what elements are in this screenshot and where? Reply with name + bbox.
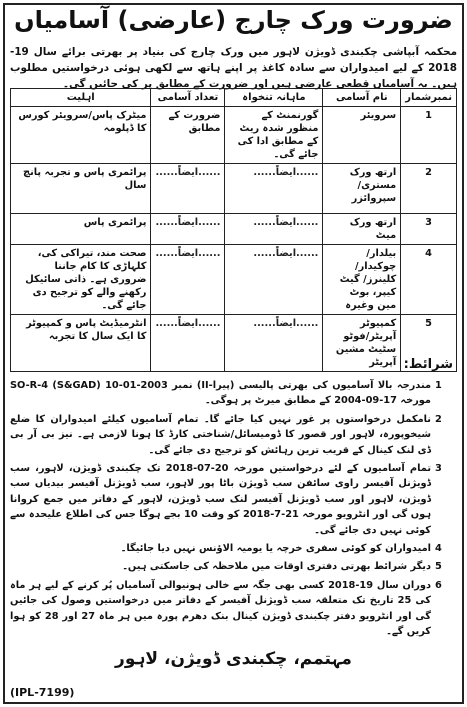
row-serial: 5: [401, 315, 457, 372]
posts-table: [10, 88, 457, 372]
header-qualification: اہلیت: [11, 89, 151, 107]
row-pay: ......ایضاً......: [225, 245, 323, 315]
condition-item: [10, 541, 457, 556]
header-post-count: تعداد آسامی: [151, 89, 225, 107]
condition-text: نامکمل درخواستوں پر غور نہیں کیا جائے گا۔ تمام آسامیوں کیلئے امیدواران کا ضلع شیخوپورہ، لاہور اور قصور کا ڈومیسائل/شناختی کارڈ کا ہونا لازمی ہے۔ نیز بی آر بی ڈی لنک کینال کے قریب ترین رہائش کو ترجیح دی جائے گی۔: [10, 413, 431, 456]
condition-number: 5: [435, 561, 442, 573]
table-row: [11, 214, 457, 245]
row-serial: 2: [401, 164, 457, 214]
condition-number: 2: [435, 413, 442, 425]
condition-item: [10, 461, 457, 538]
row-pay: ......ایضاً......: [225, 315, 323, 372]
row-count: ......ایضاً......: [151, 315, 225, 372]
condition-item: [10, 559, 457, 574]
row-post-name: ارتھ ورک میٹ: [323, 214, 401, 245]
header-post-name: نام آسامی: [323, 89, 401, 107]
row-post-name: بیلدار/چوکیدار/کلینرز/ گیٹ کیپر، بوٹ مین وغیرہ: [323, 245, 401, 315]
table-row: [11, 315, 457, 372]
condition-text: تمام آسامیوں کے لئے درخواستیں مورخہ 20-07-2018 تک چکبندی ڈویژن، لاہور، سب ڈویژنل آفیسر راوی سائفن سب ڈویژن باٹا پور لاہور، سب ڈویژنل آفیسر بیدیاں سب ڈویژن، لاہور اور سب ڈویژنل آفیسر لنک سب ڈویژن، لاہور کے دفاتر میں جمع کروانا ہوں گی اور انٹرویو مورخہ 21-7-2018 کو وقت 10 بجے ہوگا جس کی اطلاع علیحدہ سے کوئی نہیں دی جائے گی۔: [10, 463, 432, 536]
row-qualification: پرائمری پاس: [11, 214, 151, 245]
header-serial: نمبرشمار: [401, 89, 457, 107]
conditions-heading: شرائط:: [403, 357, 453, 372]
condition-number: 3: [435, 463, 442, 475]
table-row: [11, 245, 457, 315]
row-qualification: میٹرک پاس/سرویئر کورس کا ڈپلومہ: [11, 107, 151, 164]
condition-number: 1: [435, 380, 442, 391]
row-post-name: سرویئر: [323, 107, 401, 164]
condition-number: 6: [435, 579, 442, 591]
table-row: [11, 164, 457, 214]
row-pay: ......ایضاً......: [225, 214, 323, 245]
row-count: ......ایضاً......: [151, 245, 225, 315]
row-serial: 3: [401, 214, 457, 245]
condition-number: 4: [435, 543, 442, 555]
ad-title: ضرورت ورک چارج (عارضی) آسامیاں: [14, 6, 453, 34]
row-pay: ......ایضاً......: [225, 164, 323, 214]
condition-item: [10, 578, 457, 640]
row-serial: 4: [401, 245, 457, 315]
table-header-row: [11, 89, 457, 107]
row-post-name: ارتھ ورک مستری/ سپروائزر: [323, 164, 401, 214]
row-count: ضرورت کے مطابق: [151, 107, 225, 164]
table-row: [11, 107, 457, 164]
condition-item: [10, 378, 457, 409]
row-qualification: صحت مند، تیراکی کی، کلہاڑی کا کام جاننا ضروری ہے۔ ذاتی سائیکل رکھنے والے کو ترجیح دی جائے گی۔: [11, 245, 151, 315]
row-count: ......ایضاً......: [151, 164, 225, 214]
header-monthly-pay: ماہانہ تنخواہ: [225, 89, 323, 107]
row-count: ......ایضاً......: [151, 214, 225, 245]
condition-text: دیگر شرائط بھرتی دفتری اوقات میں ملاحظہ کی جاسکتی ہیں۔: [122, 561, 431, 573]
row-pay: گورنمنٹ کے منظور شدہ ریٹ کے مطابق ادا کی جائے گی۔: [225, 107, 323, 164]
ipl-reference: (IPL-7199): [10, 686, 75, 699]
condition-text: امیدواران کو کوئی سفری خرچہ یا یومیہ الاؤنس نہیں دیا جائیگا۔: [120, 543, 431, 555]
signatory: مہتمم، چکبندی ڈویژن، لاہور: [115, 649, 352, 669]
conditions-list: [10, 378, 457, 643]
row-serial: 1: [401, 107, 457, 164]
condition-text: دوران سال 19-2018 کسی بھی جگہ سے خالی ہونیوالی آسامیاں پُر کرنے کے لیے ہر ماہ کی 25 تاریخ تک متعلقہ سب ڈویژنل آفیسر کے دفاتر میں درخواستیں وصول کی جائیں گی اور انٹرویو دفتر چکبندی ڈویژن کینال بنک دھرم پورہ میں ہر ماہ 27 اور 28 کو ہوا کریں گے۔: [10, 579, 431, 638]
condition-text: مندرجہ بالا آسامیوں کی بھرتی پالیسی (پیرا-II) نمبر SO-R-4 (S&GAD) 10-01-2003 مورخہ 17-09-2004 کے مطابق میرٹ پر ہوگی۔: [10, 380, 432, 407]
row-post-name: کمپیوٹر آپریٹر/فوٹو سٹیٹ مشین آپریٹر: [323, 315, 401, 372]
condition-item: [10, 412, 457, 458]
intro-paragraph: محکمہ آبپاشی چکبندی ڈویژن لاہور میں ورک چارج کی بنیاد پر بھرتی برائے سال 19-2018 کے لیے امیدواران سے سادہ کاغذ پر اپنے ہاتھ سے لکھی ہوئی درخواستیں مطلوب ہیں۔ یہ آسامیاں قطعی عارضی ہیں اور ضرورت کے مطابق پر کی جائیں گی۔: [10, 46, 457, 90]
row-qualification: انٹرمیڈیٹ پاس و کمپیوٹر کا ایک سال کا تجربہ: [11, 315, 151, 372]
row-qualification: پرائمری پاس و تجربہ پانچ سال: [11, 164, 151, 214]
